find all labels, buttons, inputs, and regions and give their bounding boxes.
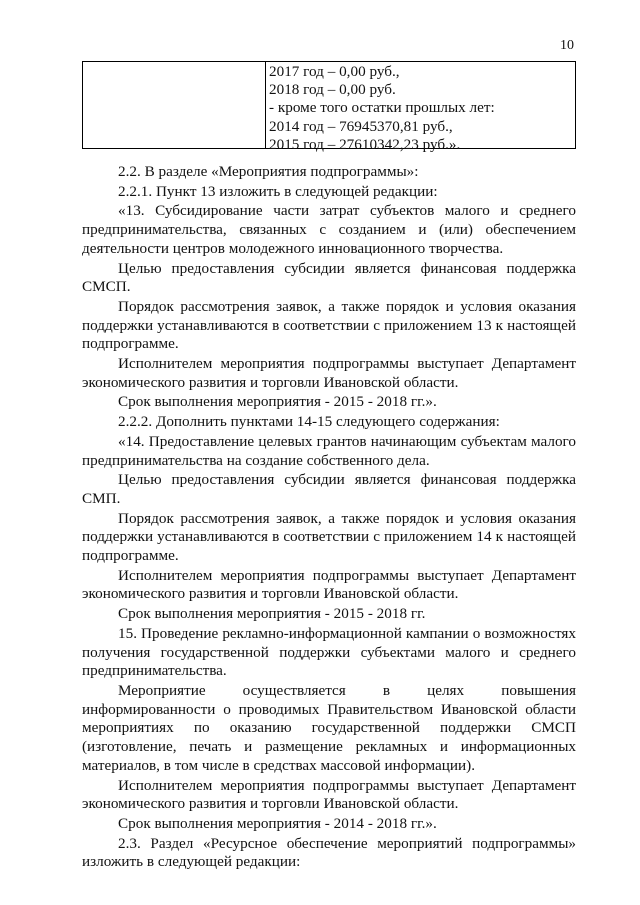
paragraph: Целью предоставления субсидии является финансовая поддержка СМСП.	[82, 259, 576, 296]
paragraph: Исполнителем мероприятия подпрограммы выступает Департамент экономического развития и торговли Ивановской области.	[82, 566, 576, 603]
table-column-divider	[265, 62, 266, 148]
paragraph: «14. Предоставление целевых грантов начинающим субъектам малого предпринимательства на создание собственного дела.	[82, 432, 576, 469]
paragraph: Исполнителем мероприятия подпрограммы выступает Департамент экономического развития и торговли Ивановской области.	[82, 776, 576, 813]
paragraph: «13. Субсидирование части затрат субъектов малого и среднего предпринимательства, связанных с созданием и (или) обеспечением деятельности центров молодежного инновационного творчества.	[82, 202, 576, 257]
document-body	[82, 163, 576, 873]
paragraph: 2.2.1. Пункт 13 изложить в следующей редакции:	[118, 182, 438, 200]
page-number: 10	[560, 38, 574, 53]
paragraph: Целью предоставления субсидии является финансовая поддержка СМП.	[82, 471, 576, 507]
paragraph: Срок выполнения мероприятия - 2014 - 2018 гг.».	[118, 814, 437, 832]
paragraph: 2.2. В разделе «Мероприятия подпрограммы»:	[118, 163, 419, 180]
table-line: 2017 год – 0,00 руб.,	[269, 63, 400, 80]
paragraph: Срок выполнения мероприятия - 2015 - 2018 гг.	[118, 605, 426, 623]
paragraph: Исполнителем мероприятия подпрограммы выступает Департамент экономического развития и торговли Ивановской области.	[82, 355, 576, 391]
paragraph: 15. Проведение рекламно-информационной кампании о возможностях получения государственной поддержки субъектами малого и среднего предпринимательства.	[82, 624, 576, 680]
funding-table-fragment	[82, 61, 576, 153]
paragraph: 2.2.2. Дополнить пунктами 14-15 следующего содержания:	[118, 413, 500, 431]
table-line: 2015 год – 27610342,23 руб.».	[269, 135, 461, 153]
paragraph: Срок выполнения мероприятия - 2015 - 2018 гг.».	[118, 393, 437, 411]
paragraph: 2.3. Раздел «Ресурсное обеспечение мероприятий подпрограммы» изложить в следующей редакции:	[82, 834, 576, 871]
table-line: 2014 год – 76945370,81 руб.,	[269, 117, 453, 135]
table-line: - кроме того остатки прошлых лет:	[269, 99, 495, 117]
table-cell-funding	[269, 63, 571, 154]
paragraph: Мероприятие осуществляется в целях повышения информированности о проводимых Правительством Ивановской области мероприятиях по оказанию государственной поддержки СМСП (изготовление, печать и размещение рекламных и информационных материалов, в том числе в средствах массовой информации).	[82, 681, 576, 774]
paragraph: Порядок рассмотрения заявок, а также порядок и условия оказания поддержки устанавливаются в соответствии с приложением 13 к настоящей подпрограмме.	[82, 297, 576, 353]
paragraph: Порядок рассмотрения заявок, а также порядок и условия оказания поддержки устанавливаются в соответствии с приложением 14 к настоящей подпрограмме.	[82, 509, 576, 565]
table-line: 2018 год – 0,00 руб.	[269, 81, 396, 99]
